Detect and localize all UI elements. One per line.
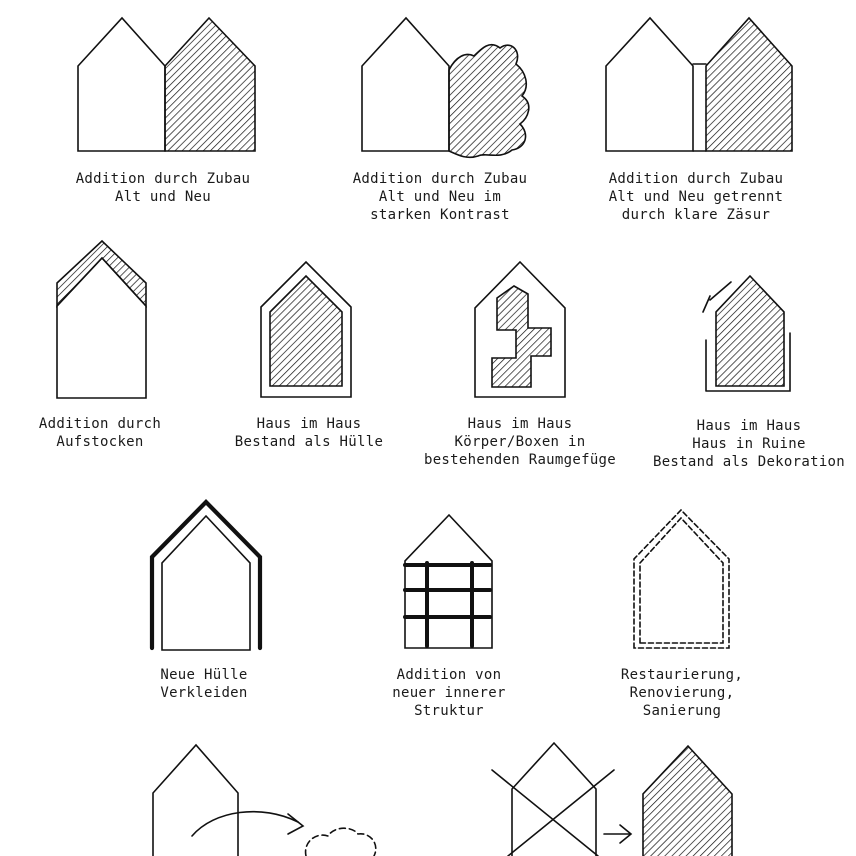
caption-line: Addition durch	[38, 416, 162, 432]
icon-aufstocken	[57, 241, 146, 398]
caption-addition-zaesur	[576, 170, 816, 224]
icon-addition-zubau	[78, 18, 255, 151]
caption-line: starken Kontrast	[370, 207, 510, 223]
caption-line: Addition durch Zubau	[608, 171, 784, 187]
caption-addition-kontrast	[320, 170, 560, 224]
caption-line: Sanierung	[642, 703, 722, 719]
caption-haus-in-ruine	[629, 417, 856, 471]
caption-line: Alt und Neu im	[378, 189, 502, 205]
caption-haus-im-haus-huelle	[189, 415, 429, 451]
caption-line: Addition durch Zubau	[75, 171, 251, 187]
caption-line: Bestand als Dekoration	[652, 454, 846, 470]
caption-line: bestehenden Raumgefüge	[423, 452, 617, 468]
caption-line: Addition durch Zubau	[352, 171, 528, 187]
caption-addition-zubau	[43, 170, 283, 206]
caption-line: Neue Hülle	[160, 667, 248, 683]
caption-line: Addition von	[396, 667, 502, 683]
caption-line: Haus im Haus	[256, 416, 362, 432]
caption-haus-im-haus-boxen	[400, 415, 640, 469]
caption-neue-huelle	[84, 666, 324, 702]
icon-addition-kontrast	[362, 18, 529, 157]
caption-aufstocken	[0, 415, 220, 451]
caption-line: neuer innerer	[392, 685, 506, 701]
icon-restaurierung	[634, 510, 729, 648]
caption-line: Haus im Haus	[696, 418, 802, 434]
caption-line: Renovierung,	[629, 685, 735, 701]
icon-versetzen	[153, 745, 376, 856]
icon-addition-zaesur	[606, 18, 792, 151]
caption-line: Restaurierung,	[620, 667, 744, 683]
caption-innere-struktur	[329, 666, 569, 720]
icon-haus-in-ruine	[703, 276, 790, 391]
caption-line: Alt und Neu getrennt	[608, 189, 784, 205]
caption-line: Aufstocken	[56, 434, 144, 450]
caption-line: Bestand als Hülle	[234, 434, 384, 450]
caption-line: Haus in Ruine	[692, 436, 806, 452]
caption-line: Verkleiden	[160, 685, 248, 701]
caption-line: Struktur	[414, 703, 484, 719]
caption-line: Haus im Haus	[467, 416, 573, 432]
caption-restaurierung	[562, 666, 802, 720]
icon-haus-im-haus-huelle	[261, 262, 351, 397]
icon-haus-im-haus-boxen	[475, 262, 565, 397]
caption-line: durch klare Zäsur	[621, 207, 771, 223]
icon-neue-huelle	[152, 502, 260, 650]
icon-innere-struktur	[405, 515, 492, 648]
caption-line: Körper/Boxen in	[454, 434, 586, 450]
icon-abriss-ersatz	[492, 743, 732, 856]
caption-line: Alt und Neu	[114, 189, 212, 205]
